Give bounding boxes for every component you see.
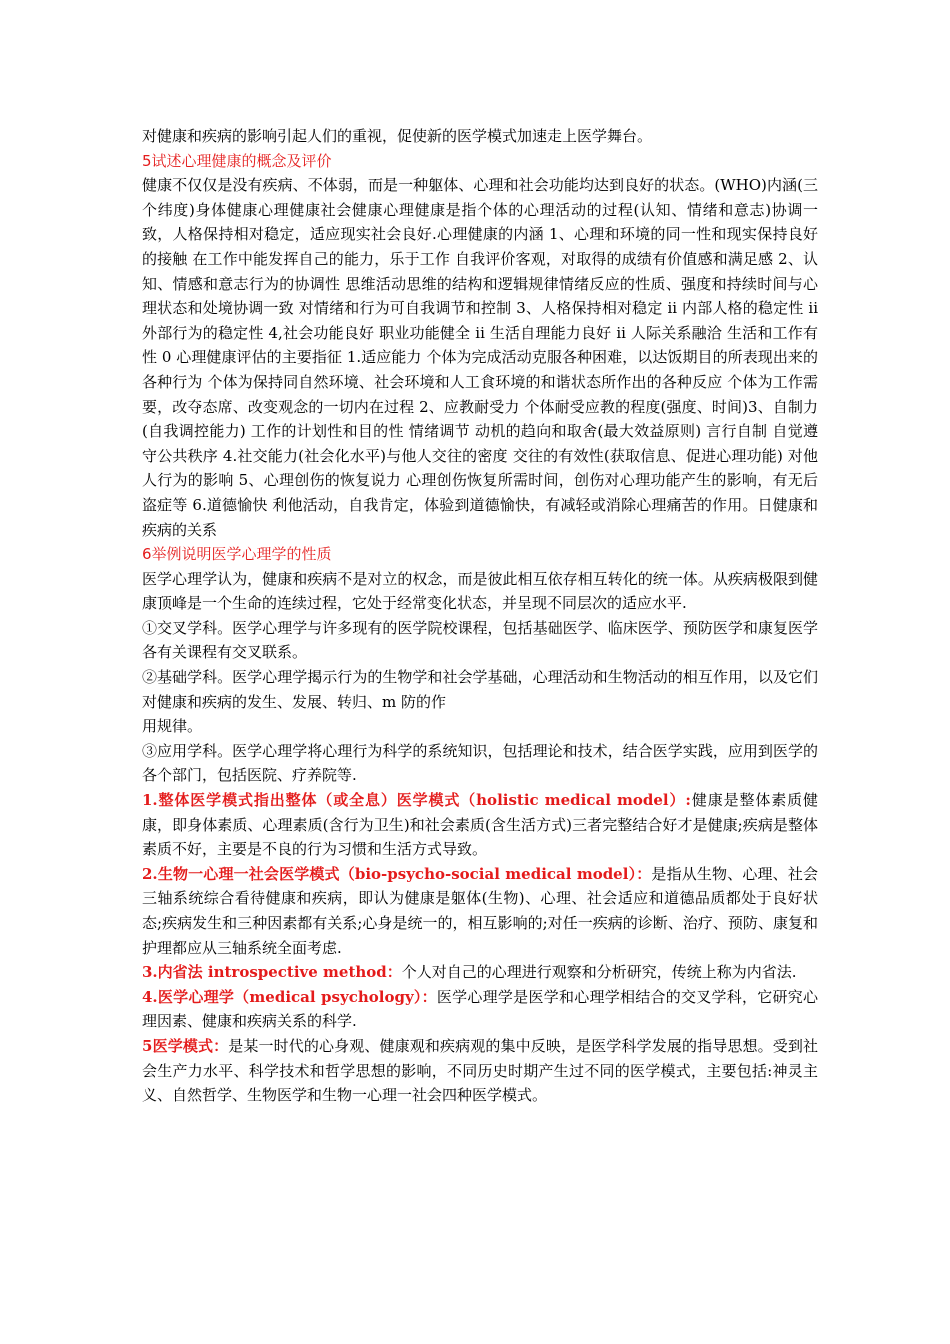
paragraph-basic-discipline [142,665,818,714]
paragraph-text: 健康不仅仅是没有疾病、不体弱，而是一种躯体、心理和社会功能均达到良好的状态。(WHO)内涵(三个纬度)身体健康心理健康社会健康心理健康是指个体的心理活动的过程(认知、情绪和意志)协调一致，人格保持相对稳定，适应现实社会良好.心理健康的内涵 1、心理和环境的同一性和现实保持良好的接触 在工作中能发挥自己的能力，乐于工作 自我评价客观，对取得的成绩有价值感和满足感 2、认知、情感和意志行为的协调性 思维活动思维的结构和逻辑规律情绪反应的性质、强度和持续时间与心理状态和处境协调一致 对情绪和行为可自我调节和控制 3、人格保持相对稳定 ii 内部人格的稳定性 ii 外部行为的稳定性 4,社会功能良好 职业功能健全 ii 生活自理能力良好 ii 人际关系融洽 生活和工作有性 0 心理健康评估的主要指征 1.适应能力 个体为完成活动克服各种困难，以达饭期目的所表现出来的各种行为 个体为保持同自然环境、社会环境和人工食环境的和谐状态所作出的各种反应 个体为工作需要，改夺态席、改变观念的一切内在过程 2、应教耐受力 个体耐受应教的程度(强度、时间)3、自制力(自我调控能力) 工作的计划性和目的性 情绪调节 动机的趋向和取舍(最大效益原则) 言行自制 自觉遵守公共秩序 4.社交能力(社会化水平)与他人交往的密度 交往的有效性(获取信息、促进心理功能) 对他人行为的影响 5、心理创伤的恢复说力 心理创伤恢复所需时间，创伤对心理功能产生的影响，有无后盗症等 6.道德愉快 利他活动，自我肯定，体验到道德愉快，有减轻或消除心理痛苦的作用。日健康和疾病的关系 [142,176,818,539]
paragraph-intro [142,124,818,149]
paragraph-mental-health [142,173,818,542]
definition-term: 3.内省法 introspective method： [142,963,402,982]
heading-text: 6举例说明医学心理学的性质 [142,545,332,564]
definition-term: 1.整体医学模式指出整体（或全息）医学模式（holistic medical model）: [142,791,691,810]
paragraph-applied-discipline [142,739,818,788]
definition-text: 医学心理学是医学和心理学相结合的交叉学科，它研究心理因素、健康和疾病关系的科学. [142,987,818,1031]
definition-text: 是指从生物、心理、社会三轴系统综合看待健康和疾病，即认为健康是躯体(生物)、心理、社会适应和道德品质都处于良好状态;疾病发生和三种因素都有关系;心身是统一的，相互影响的;对任一疾病的诊断、治疗、预防、康复和护理都应从三轴系统全面考虑. [142,864,818,957]
heading-text: 5试述心理健康的概念及评价 [142,151,332,170]
paragraph-text: 用规律。 [142,717,203,736]
paragraph-text: ①交叉学科。医学心理学与许多现有的医学院校课程，包括基础医学、临床医学、预防医学和康复医学各有关课程有交叉联系。 [142,618,818,662]
definition-term: 4.医学心理学（medical psychology）： [142,987,437,1006]
definition-holistic-model [142,788,818,862]
paragraph-text: ③应用学科。医学心理学将心理行为科学的系统知识，包括理论和技术，结合医学实践，应用到医学的各个部门，包括医院、疗养院等. [142,741,818,785]
document-page [142,124,818,1108]
paragraph-nature [142,567,818,616]
definition-bps-model [142,862,818,960]
definition-term: 5医学模式： [142,1036,229,1055]
definition-term: 2.生物一心理一社会医学模式（bio-psycho-social medical model）： [142,864,652,883]
paragraph-text: 医学心理学认为，健康和疾病不是对立的权念，而是彼此相互依存相互转化的统一体。从疾病极限到健康顶峰是一个生命的连续过程，它处于经常变化状态，并呈现不同层次的适应水平. [142,569,818,613]
definition-medical-psychology [142,985,818,1034]
definition-text: 健康是整体素质健康，即身体素质、心理素质(含行为卫生)和社会素质(含生活方式)三者完整结合好才是健康;疾病是整体素质不好，主要是不良的行为习惯和生活方式导致。 [142,791,818,859]
definition-medical-model [142,1034,818,1108]
paragraph-text: ②基础学科。医学心理学揭示行为的生物学和社会学基础，心理活动和生物活动的相互作用，以及它们对健康和疾病的发生、发展、转归、m 防的作 [142,668,818,711]
paragraph-cross-discipline [142,616,818,665]
definition-text: 个人对自己的心理进行观察和分析研究，传统上称为内省法. [401,963,797,982]
paragraph-basic-discipline-cont [142,714,818,739]
paragraph-text: 对健康和疾病的影响引起人们的重视，促使新的医学模式加速走上医学舞台。 [142,127,653,145]
definition-text: 是某一时代的心身观、健康观和疾病观的集中反映，是医学科学发展的指导思想。受到社会生产力水平、科学技术和哲学思想的影响，不同历史时期产生过不同的医学模式，主要包括:神灵主义、自然哲学、生物医学和生物一心理一社会四种医学模式。 [142,1036,818,1105]
section-heading-6 [142,542,818,567]
definition-introspection [142,960,818,985]
section-heading-5 [142,149,818,174]
